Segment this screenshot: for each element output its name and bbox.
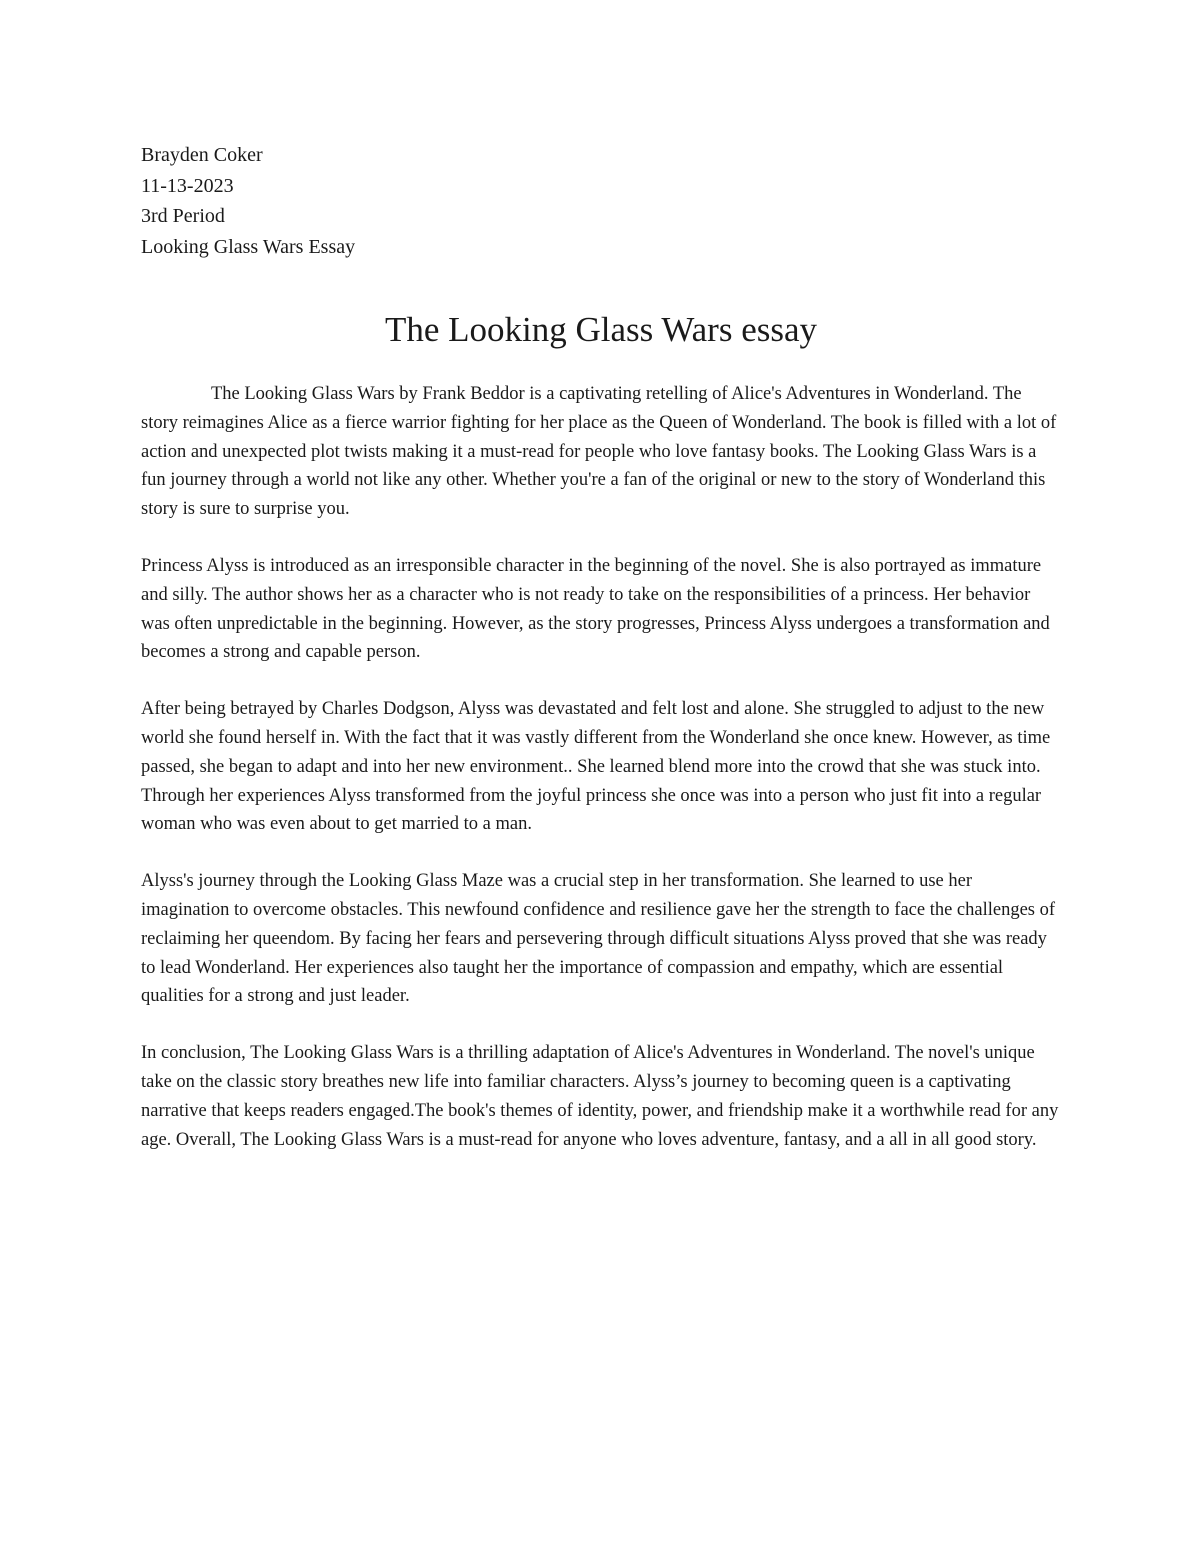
essay-header — [141, 140, 1061, 262]
class-period: 3rd Period — [141, 205, 225, 227]
essay-date: 11-13-2023 — [141, 174, 234, 197]
essay-title: The Looking Glass Wars essay — [384, 310, 817, 349]
document-page — [141, 140, 1061, 1182]
paragraph-conclusion: In conclusion, The Looking Glass Wars is a thrilling adaptation of Alice's Adventures in Wonderland. The novel's unique take on the classic story breathes new life into familiar characters. Alyss’s journey to becoming queen is a captivating narrative that keeps readers engaged.The book's themes of identity, power, and friendship make it a worthwhile read for any age. Overall, The Looking Glass Wars is a must-read for anyone who loves adventure, fantasy, and a all in all good story. — [141, 1043, 1059, 1150]
paragraph-4: Alyss's journey through the Looking Glass Maze was a crucial step in her transformation. She learned to use her imagination to overcome obstacles. This newfound confidence and resilience gave her the strength to face the challenges of reclaiming her queendom. By facing her fears and persevering through difficult situations Alyss proved that she was ready to lead Wonderland. Her experiences also taught her the importance of compassion and empathy, which are essential qualities for a strong and just leader. — [141, 871, 1056, 1007]
author-name: Brayden Coker — [141, 144, 263, 166]
essay-body — [141, 380, 1061, 1154]
paragraph-intro: The Looking Glass Wars by Frank Beddor is a captivating retelling of Alice's Adventures in Wonderland. The story reimagines Alice as a fierce warrior fighting for her place as the Queen of Wonderland. The book is filled with a lot of action and unexpected plot twists making it a must-read for people who love fantasy books. The Looking Glass Wars is a fun journey through a world not like any other. Whether you're a fan of the original or new to the story of Wonderland this story is sure to surprise you. — [141, 384, 1057, 520]
assignment-name: Looking Glass Wars Essay — [141, 235, 356, 258]
paragraph-2: Princess Alyss is introduced as an irresponsible character in the beginning of the novel. She is also portrayed as immature and silly. The author shows her as a character who is not ready to take on the responsibilities of a princess. Her behavior was often unpredictable in the beginning. However, as the story progresses, Princess Alyss undergoes a transformation and becomes a strong and capable person. — [141, 555, 1050, 663]
paragraph-3: After being betrayed by Charles Dodgson, Alyss was devastated and felt lost and alone. She struggled to adjust to the new world she found herself in. With the fact that it was vastly different from the Wonderland she once knew. However, as time passed, she began to adapt and into her new environment.. She learned blend more into the crowd that she was stuck into. Through her experiences Alyss transformed from the joyful princess she once was into a person who just fit into a regular woman who was even about to get married to a man. — [141, 699, 1051, 835]
